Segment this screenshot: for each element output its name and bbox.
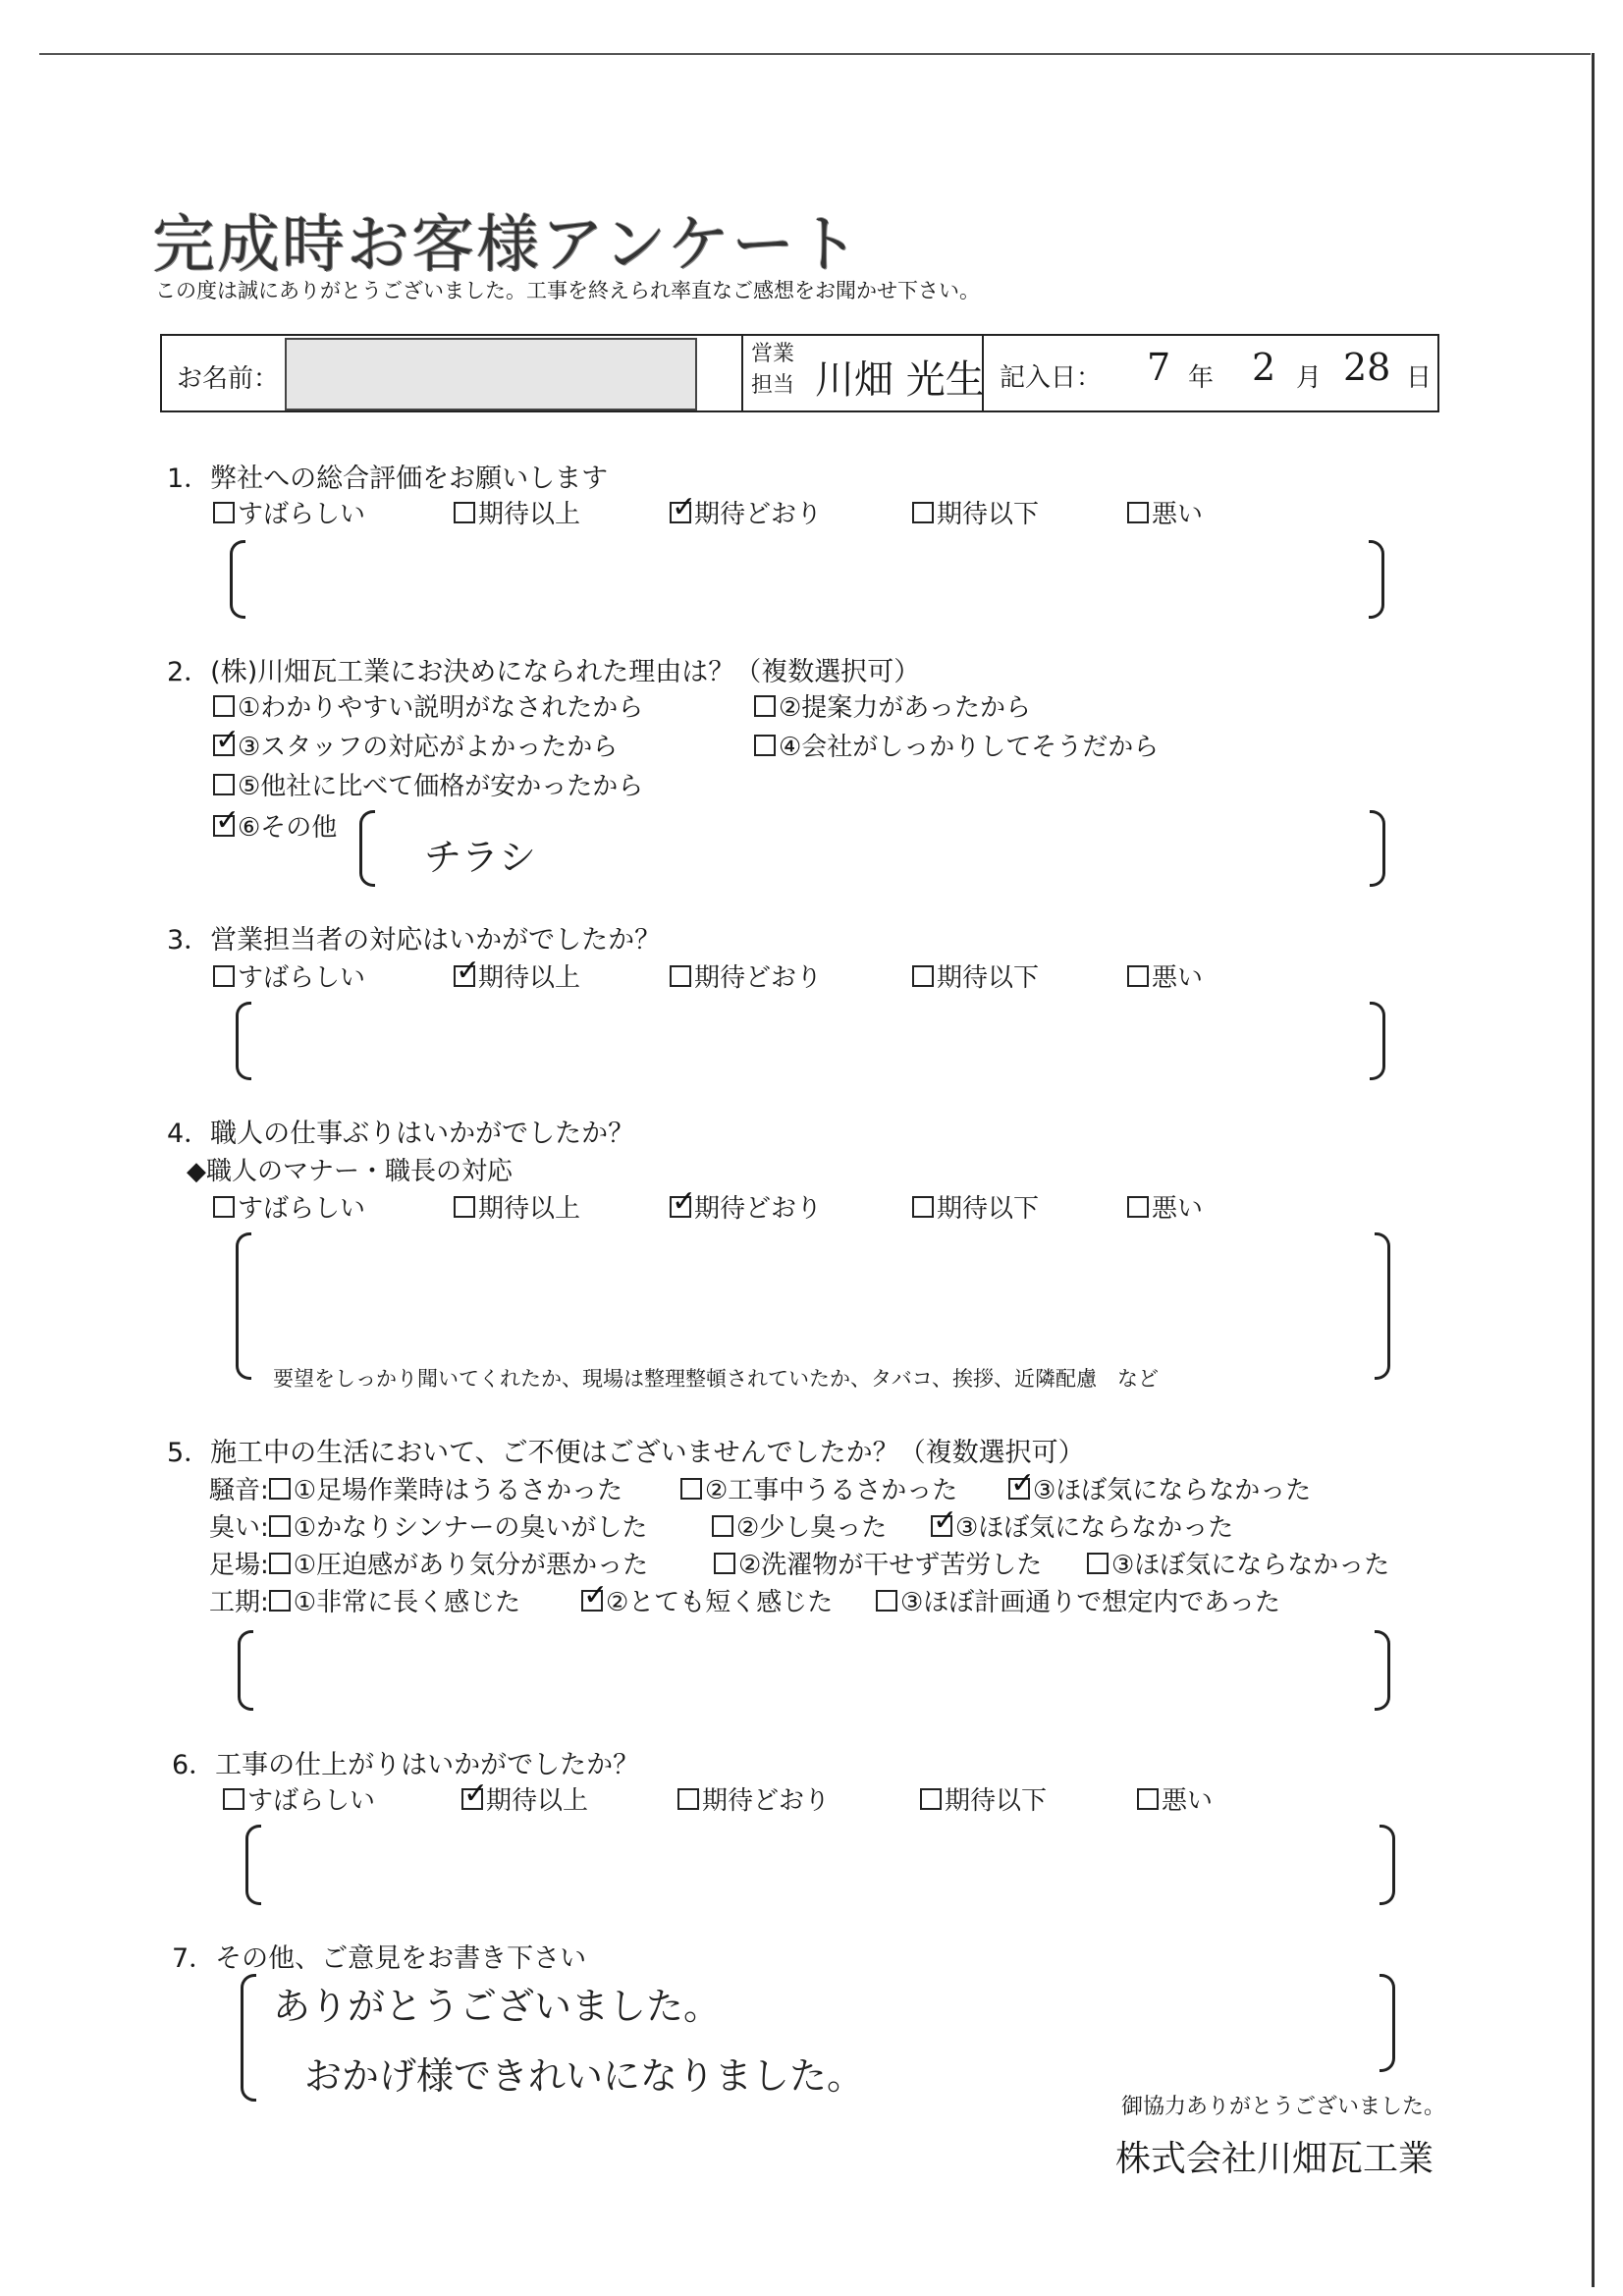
q2-option[interactable]: ①わかりやすい説明がなされたから [213,687,643,724]
checkbox[interactable] [213,695,235,717]
q2-other-answer: チラシ [424,836,537,879]
checkbox[interactable] [213,774,235,795]
q3-question: 3．営業担当者の対応はいかがでしたか？ [167,925,662,956]
checkbox[interactable] [213,965,235,987]
q5-option[interactable]: ③ほぼ計画通りで想定内であった [876,1582,1280,1618]
q7-question: 7．その他、ご意見をお書き下さい [172,1943,587,1974]
q1-question: 1．弊社への総合評価をお願いします [167,464,609,494]
q7-answer-line2: おかげ様できれいになりました。 [304,2054,865,2098]
q3-option[interactable]: 期待以下 [912,957,1039,994]
q2-option[interactable]: ✓⑥その他 [213,807,337,844]
checkbox[interactable] [714,1553,735,1574]
q4-comment-bracket-left [236,1232,251,1380]
checkbox[interactable] [670,502,691,523]
q2-option[interactable]: ⑤他社に比べて価格が安かったから [213,766,643,802]
name-label: お名前： [177,364,280,394]
q2-other-bracket-left [359,810,375,887]
q3-option[interactable]: 悪い [1127,957,1203,994]
checkbox[interactable] [670,1196,691,1218]
checkbox[interactable] [1127,502,1149,523]
q5-option[interactable]: ✓ ②とても短く感じた [581,1582,833,1618]
q5-question: 5．施工中の生活において、ご不便はございませんでしたか？（複数選択可） [167,1438,1085,1468]
sales-name: 川畑 光生 [815,357,985,403]
checkbox[interactable] [754,735,776,756]
q5-row-smell: 臭い: ①かなりシンナーの臭いがした [209,1513,648,1543]
checkbox[interactable] [269,1478,291,1500]
q2-question: 2．(株)川畑瓦工業にお決めになられた理由は？（複数選択可） [167,657,921,687]
q1-comment-bracket-left [230,540,245,619]
q4-subheading: ◆職人のマナー・職長の対応 [187,1157,513,1186]
checkbox[interactable] [454,502,475,523]
date-month-unit: 月 [1296,363,1323,393]
checkbox[interactable] [712,1515,733,1537]
checkbox[interactable] [213,815,235,837]
checkbox[interactable] [912,502,934,523]
date-label: 記入日： [1000,363,1103,393]
q5-row-scaffold: 足場: ①圧迫感があり気分が悪かった [209,1551,649,1580]
q6-option[interactable]: 期待以下 [920,1780,1047,1817]
checkbox[interactable] [912,1196,934,1218]
q1-option[interactable]: 悪い [1127,494,1203,530]
page-title: 完成時お客様アンケート [152,209,862,282]
checkbox[interactable] [670,965,691,987]
q6-option[interactable]: ✓ 期待以上 [461,1780,588,1817]
q4-question: 4．職人の仕事ぶりはいかがでしたか？ [167,1119,635,1149]
q5-option[interactable]: ②洗濯物が干せず苦労した [714,1545,1042,1581]
q5-option[interactable]: ②少し臭った [712,1507,887,1544]
q5-option[interactable]: ✓ ③ほぼ気にならなかった [931,1507,1233,1544]
q3-option[interactable]: ✓ 期待以上 [454,957,580,994]
q6-question: 6．工事の仕上がりはいかがでしたか？ [172,1750,640,1780]
q6-option[interactable]: すばらしい [223,1780,375,1817]
checkbox[interactable] [912,965,934,987]
q5-comment-bracket-left [238,1630,253,1711]
checkbox[interactable] [213,502,235,523]
checkbox[interactable] [223,1788,244,1810]
checkbox[interactable] [876,1590,897,1612]
checkbox[interactable] [920,1788,942,1810]
q5-row-period: 工期: ①非常に長く感じた [209,1588,521,1617]
q1-option[interactable]: 期待以上 [454,494,580,530]
checkbox[interactable] [1127,965,1149,987]
q4-option[interactable]: 悪い [1127,1188,1203,1225]
q6-option[interactable]: 悪い [1137,1780,1213,1817]
q6-option[interactable]: 期待どおり [677,1780,830,1817]
q5-comment-bracket-right [1375,1630,1390,1711]
q4-option[interactable]: 期待以上 [454,1188,580,1225]
q1-comment-bracket-right [1369,540,1384,619]
q4-comment-bracket-right [1375,1232,1390,1380]
checkbox[interactable] [213,735,235,756]
q1-option[interactable]: ✓ 期待どおり [670,494,822,530]
q1-option[interactable]: すばらしい [213,494,365,530]
checkbox[interactable] [1087,1553,1109,1574]
checkbox[interactable] [269,1590,291,1612]
checkbox[interactable] [1137,1788,1159,1810]
q7-comment-bracket-left [241,1974,256,2102]
q7-answer-line1: ありがとうございました。 [273,1985,722,2028]
page-subtitle: この度は誠にありがとうございました。工事を終えられ率直なご感想をお聞かせ下さい。 [155,279,980,302]
q5-option[interactable]: ✓ ③ほぼ気にならなかった [1008,1470,1311,1506]
q7-comment-bracket-right [1380,1974,1395,2072]
q5-row-noise: 騒音: ①足場作業時はうるさかった [209,1476,623,1505]
q4-option[interactable]: 期待以下 [912,1188,1039,1225]
sales-label: 営業 担当 [751,342,795,398]
date-year-unit: 年 [1188,363,1215,393]
q6-comment-bracket-right [1380,1825,1395,1905]
header-divider [741,336,743,410]
date-month: 2 [1252,346,1276,389]
checkbox[interactable] [677,1788,699,1810]
scan-border-right [1592,53,1595,2287]
company-name: 株式会社川畑瓦工業 [1115,2139,1434,2179]
q6-comment-bracket-left [245,1825,261,1905]
date-day-unit: 日 [1406,363,1433,393]
checkbox[interactable] [269,1515,291,1537]
checkbox[interactable] [454,1196,475,1218]
q3-option[interactable]: 期待どおり [670,957,822,994]
footer-thanks: 御協力ありがとうございました。 [1121,2095,1446,2119]
date-year: 7 [1147,346,1171,389]
q3-comment-bracket-left [236,1002,251,1080]
checkbox[interactable] [454,965,475,987]
checkbox[interactable] [461,1788,483,1810]
name-field[interactable] [285,338,697,410]
checkbox[interactable] [269,1553,291,1574]
checkbox[interactable] [581,1590,603,1612]
checkbox[interactable] [931,1515,952,1537]
q2-other-bracket-right [1370,810,1385,887]
scan-border-top [39,53,1591,55]
q4-note: 要望をしっかり聞いてくれたか、現場は整理整頓されていたか、タバコ、挨拶、近隣配慮 など [273,1367,1159,1391]
q2-option[interactable]: ✓③スタッフの対応がよかったから [213,727,618,763]
checkbox[interactable] [680,1478,702,1500]
q3-comment-bracket-right [1370,1002,1385,1080]
q5-option[interactable]: ③ほぼ気にならなかった [1087,1545,1389,1581]
q1-option[interactable]: 期待以下 [912,494,1039,530]
q4-option[interactable]: ✓ 期待どおり [670,1188,822,1225]
checkbox[interactable] [213,1196,235,1218]
q2-option[interactable]: ②提案力があったから [754,687,1031,724]
q4-option[interactable]: すばらしい [213,1188,365,1225]
q2-option[interactable]: ④会社がしっかりしてそうだから [754,727,1159,763]
checkbox[interactable] [1008,1478,1030,1500]
q5-option[interactable]: ②工事中うるさかった [680,1470,957,1506]
checkbox[interactable] [754,695,776,717]
q3-option[interactable]: すばらしい [213,957,365,994]
date-day: 28 [1343,346,1391,389]
checkbox[interactable] [1127,1196,1149,1218]
